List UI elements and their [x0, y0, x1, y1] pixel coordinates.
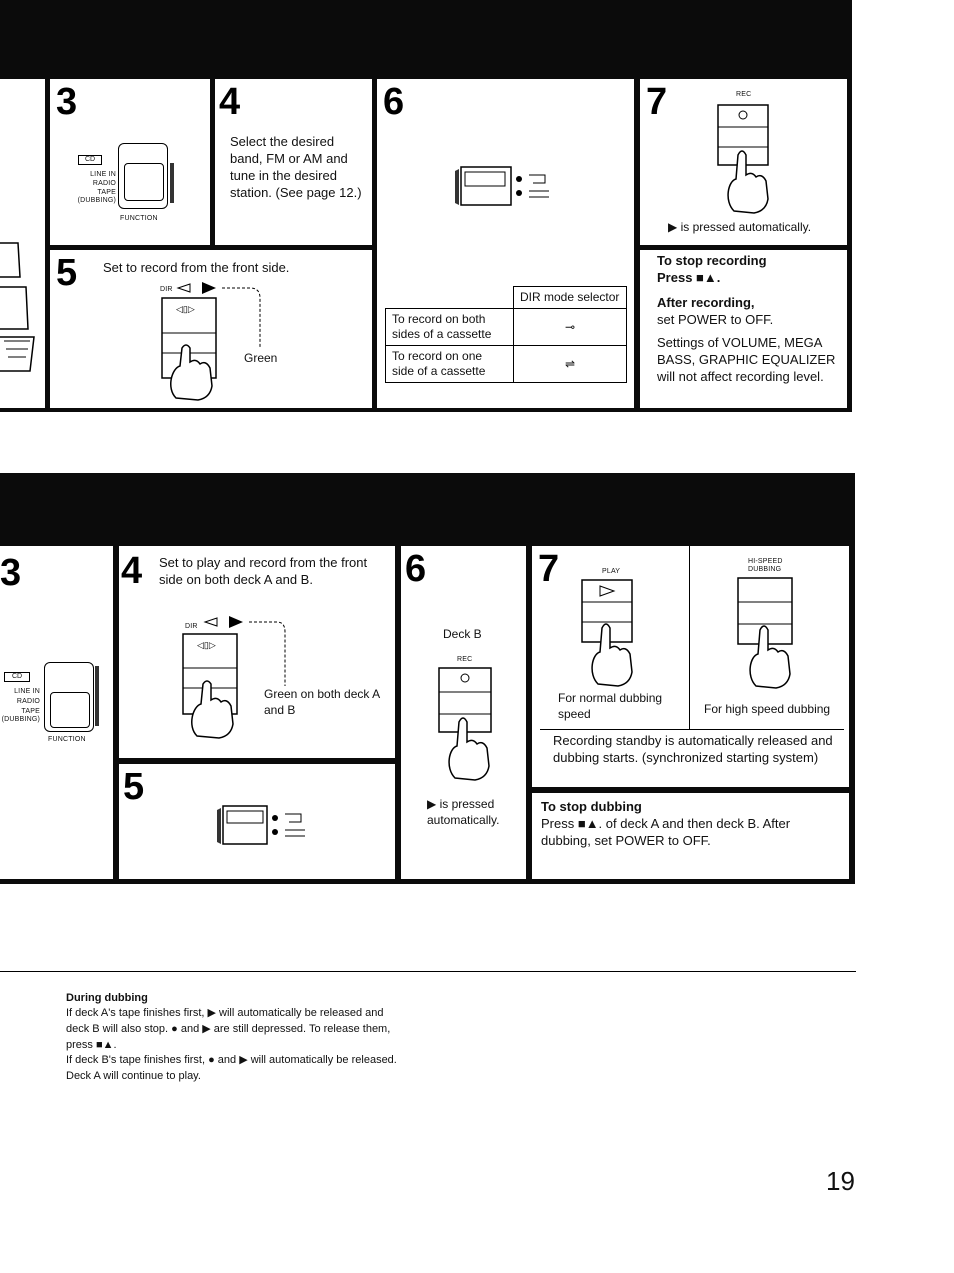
tape-label: TAPE	[97, 189, 116, 196]
function-switch	[76, 143, 196, 223]
rec-step4-panel	[215, 79, 372, 245]
after-recording-text: set POWER to OFF.	[657, 312, 774, 327]
switch-knob	[124, 163, 164, 201]
function-label: FUNCTION	[48, 736, 86, 743]
dir-mode-icon	[451, 165, 561, 209]
table-row2-label: To record on one side of a cassette	[386, 346, 514, 383]
standby-text: Recording standby is automatically released and dubbing starts. (synchronized starting system)	[553, 733, 833, 765]
play-button-illustration	[580, 578, 640, 688]
rec-label: REC	[736, 91, 752, 98]
cd-label: CD	[4, 672, 30, 682]
rec-label: REC	[457, 656, 473, 663]
dub-step3-panel	[0, 546, 113, 879]
step5-text: Set to record from the front side.	[103, 260, 290, 275]
pressed-text: ▶ is pressed automatically.	[427, 797, 500, 827]
pressed-text: ▶ is pressed automatically.	[668, 220, 812, 234]
play-label: PLAY	[602, 568, 621, 575]
column-divider	[689, 546, 690, 729]
switch-knob	[50, 692, 90, 728]
dir-mode-table	[385, 286, 627, 383]
deck-b-label: Deck B	[443, 627, 482, 641]
green-label: Green on both deck A and B	[264, 687, 380, 717]
step-number: 3	[0, 552, 22, 594]
cd-label: CD	[78, 155, 102, 165]
rec-step7-panel	[640, 79, 847, 245]
normal-speed-label: For normal dubbing speed	[558, 691, 663, 721]
notes-line: press ■▲.	[66, 1039, 117, 1051]
step-number: 4	[219, 81, 241, 123]
rec-button-illustration	[437, 666, 497, 782]
dir-switch-illustration	[177, 612, 297, 740]
hispeed-button-illustration	[736, 576, 802, 690]
dub-stop-panel	[532, 793, 849, 879]
green-label: Green	[244, 351, 278, 365]
dub-step6-panel	[401, 546, 526, 879]
dub-step5-panel	[119, 764, 395, 879]
line-in-label: LINE IN	[14, 688, 40, 695]
after-recording-title: After recording,	[657, 295, 755, 310]
step-number: 6	[405, 548, 427, 590]
stop-recording-title: To stop recording	[657, 253, 767, 268]
notes-line: If deck A's tape finishes first, ▶ will automatically be released and	[66, 1007, 384, 1019]
row-divider	[540, 729, 844, 730]
stop-recording-text: Press ■▲.	[657, 270, 721, 285]
dir-mode-icon	[213, 804, 323, 848]
separator-line	[0, 971, 856, 972]
dir-switch-illustration	[150, 278, 270, 403]
dir-label: DIR	[185, 623, 198, 630]
rec-step5-panel	[50, 250, 372, 408]
table-header: DIR mode selector	[514, 287, 627, 309]
step-number: 7	[538, 548, 560, 590]
hispeed-label: HI-SPEED	[748, 558, 783, 565]
function-label: FUNCTION	[120, 215, 158, 222]
step4-text: Set to play and record from the front side on both deck A and B.	[159, 555, 368, 587]
dub-step4-panel	[119, 546, 395, 758]
step-number: 6	[383, 81, 405, 123]
step-number: 5	[56, 252, 78, 294]
step-number: 5	[123, 766, 145, 808]
notes-line: Deck A will continue to play.	[66, 1070, 201, 1082]
step-number: 4	[121, 550, 143, 592]
switch-arrow	[170, 163, 174, 203]
switch-arrow	[95, 666, 99, 726]
dubbing-label: (DUBBING)	[77, 197, 116, 204]
high-speed-label: For high speed dubbing	[704, 702, 831, 716]
step-number: 7	[646, 81, 668, 123]
rec-left-edge	[0, 79, 45, 408]
one-side-icon: ⇌	[514, 346, 627, 383]
dir-label: DIR	[160, 286, 173, 293]
notes-line: If deck B's tape finishes first, ● and ▶ will automatically be released.	[66, 1054, 397, 1066]
tape-label: TAPE	[21, 708, 40, 715]
both-sides-icon: ⊸	[514, 309, 627, 346]
rec-step3-panel	[50, 79, 210, 245]
table-row1-label: To record on both sides of a cassette	[386, 309, 514, 346]
rec-stop-panel	[640, 250, 847, 408]
stop-dubbing-text: Press ■▲. of deck A and then deck B. After dubbing, set POWER to OFF.	[541, 816, 791, 848]
step-number: 3	[56, 81, 78, 123]
partial-illustration	[0, 237, 40, 377]
stop-dubbing-title: To stop dubbing	[541, 799, 642, 814]
hispeed-dubbing-label: DUBBING	[748, 566, 782, 573]
rec-button-illustration	[716, 103, 776, 215]
dubbing-label: (DUBBING)	[1, 716, 40, 723]
svg-text:◁▯▷: ◁▯▷	[176, 304, 195, 314]
radio-label: RADIO	[16, 698, 40, 705]
radio-label: RADIO	[92, 180, 116, 187]
dub-step7-panel	[532, 546, 849, 787]
settings-note: Settings of VOLUME, MEGA BASS, GRAPHIC EQUALIZER will not affect recording level.	[657, 335, 836, 384]
notes-title: During dubbing	[66, 992, 148, 1004]
svg-text:◁▯▷: ◁▯▷	[197, 640, 216, 650]
rec-step6-panel	[377, 79, 634, 408]
step4-text: Select the desired band, FM or AM and tune in the desired station. (See page 12.)	[230, 134, 362, 200]
line-in-label: LINE IN	[90, 171, 116, 178]
notes-line: deck B will also stop. ● and ▶ are still depressed. To release them,	[66, 1023, 391, 1035]
page-number: 19	[826, 1166, 855, 1196]
